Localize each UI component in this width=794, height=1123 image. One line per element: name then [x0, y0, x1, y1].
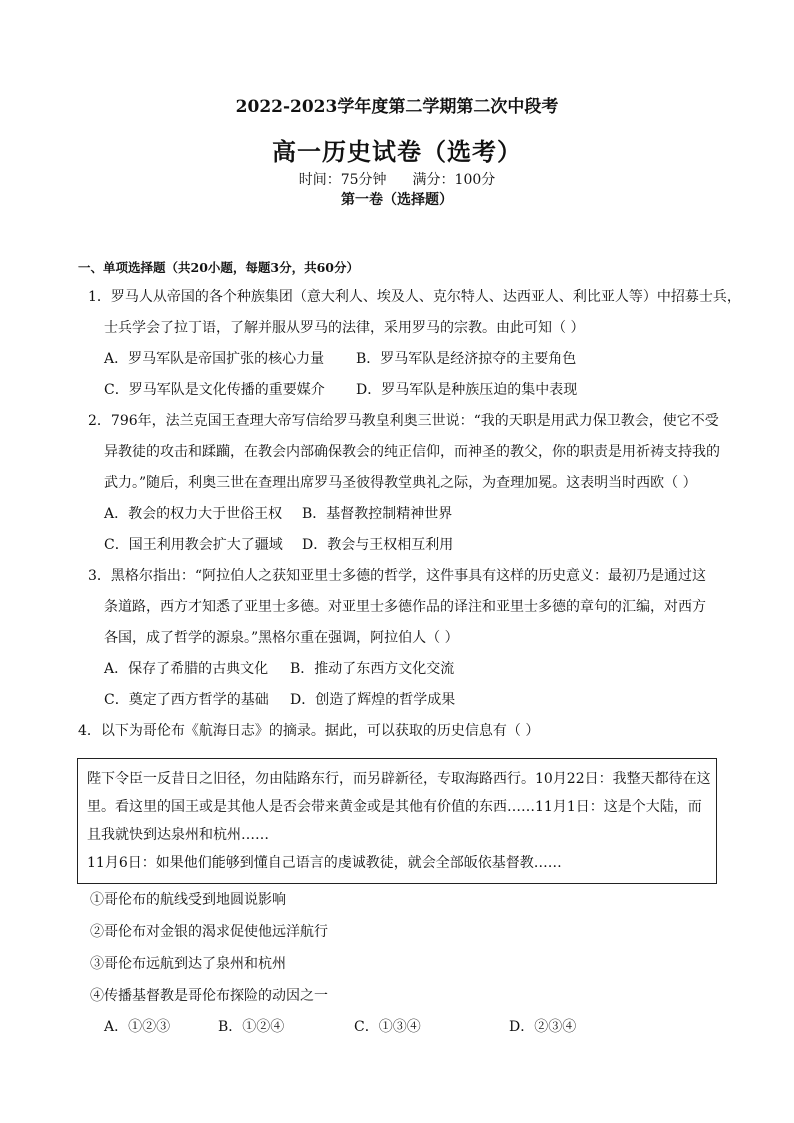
q1-option-d: D．罗马军队是种族压迫的集中表现 [356, 382, 578, 398]
q1-option-c: C．罗马军队是文化传播的重要媒介 [104, 382, 325, 398]
q1-stem-line1: 1．罗马人从帝国的各个种族集团（意大利人、埃及人、克尔特人、达西亚人、利比亚人等）中招募士兵， [88, 289, 741, 305]
q1-option-b: B．罗马军队是经济掠夺的主要角色 [356, 351, 577, 367]
q4-quote-line1: 陛下令臣一反昔日之旧径，勿由陆路东行，而另辟新径，专取海路西行。10月22日：我整天都待在这 [87, 771, 711, 787]
q3-option-d: D．创造了辉煌的哲学成果 [290, 692, 456, 708]
q4-option-d: D．②③④ [509, 1019, 577, 1035]
q4-item-2: ②哥伦布对金银的渴求促使他远洋航行 [90, 924, 328, 940]
q4-quote-box [77, 758, 717, 884]
q3-option-c: C．奠定了西方哲学的基础 [104, 692, 269, 708]
full-score: 满分：100分 [412, 172, 496, 188]
exam-time: 时间：75分钟 [298, 172, 387, 188]
q2-option-d: D．教会与王权相互利用 [302, 537, 454, 553]
q3-stem-line3: 各国，成了哲学的源泉。”黑格尔重在强调，阿拉伯人（ ） [104, 630, 459, 646]
q4-item-3: ③哥伦布远航到达了泉州和杭州 [90, 956, 286, 972]
q3-option-a: A．保存了希腊的古典文化 [104, 661, 269, 677]
exam-title: 2022-2023学年度第二学期第二次中段考 [235, 97, 559, 117]
q4-option-c: C．①③④ [354, 1019, 421, 1035]
section-heading: 一、单项选择题（共20小题，每题3分，共60分） [78, 260, 359, 275]
q4-quote-line4: 11月6日：如果他们能够到懂自己语言的虔诚教徒，就会全部皈依基督教…… [87, 855, 562, 871]
q2-stem-line3: 武力。”随后，利奥三世在查理出席罗马圣彼得教堂典礼之际，为查理加冕。这表明当时西欧（ ） [104, 475, 697, 491]
q2-option-b: B．基督教控制精神世界 [302, 506, 453, 522]
q4-option-b: B．①②④ [218, 1019, 285, 1035]
q1-option-a: A．罗马军队是帝国扩张的核心力量 [104, 351, 325, 367]
q4-stem: 4．以下为哥伦布《航海日志》的摘录。据此，可以获取的历史信息有（ ） [78, 723, 540, 739]
q2-option-c: C．国王利用教会扩大了疆域 [104, 537, 283, 553]
q4-quote-line3: 且我就快到达泉州和杭州…… [87, 827, 269, 843]
q3-option-b: B．推动了东西方文化交流 [290, 661, 455, 677]
q4-quote-line2: 里。看这里的国王或是其他人是否会带来黄金或是其他有价值的东西……11月1日：这是个大陆，而 [87, 799, 702, 815]
time-info [0, 169, 794, 189]
q4-item-4: ④传播基督教是哥伦布探险的动因之一 [90, 988, 328, 1004]
q3-stem-line1: 3．黑格尔指出：“阿拉伯人之获知亚里士多德的哲学，这件事具有这样的历史意义：最初乃是通过这 [88, 568, 707, 584]
q2-option-a: A．教会的权力大于世俗王权 [104, 506, 283, 522]
volume-title: 第一卷（选择题） [341, 192, 453, 208]
q3-stem-line2: 条道路，西方才知悉了亚里士多德。对亚里士多德作品的译注和亚里士多德的章句的汇编，对西方 [104, 599, 706, 615]
q2-stem-line1: 2．796年，法兰克国王查理大帝写信给罗马教皇利奥三世说：“我的天职是用武力保卫教会，使它不受 [88, 413, 719, 429]
q2-stem-line2: 异教徒的攻击和蹂躏，在教会内部确保教会的纯正信仰，而神圣的教父，你的职责是用祈祷支持我的 [104, 444, 720, 460]
q4-item-1: ①哥伦布的航线受到地圆说影响 [90, 892, 286, 908]
q1-stem-line2: 士兵学会了拉丁语，了解并服从罗马的法律，采用罗马的宗教。由此可知（ ） [104, 320, 585, 336]
q4-option-a: A．①②③ [104, 1019, 171, 1035]
paper-title: 高一历史试卷（选考） [272, 137, 522, 166]
